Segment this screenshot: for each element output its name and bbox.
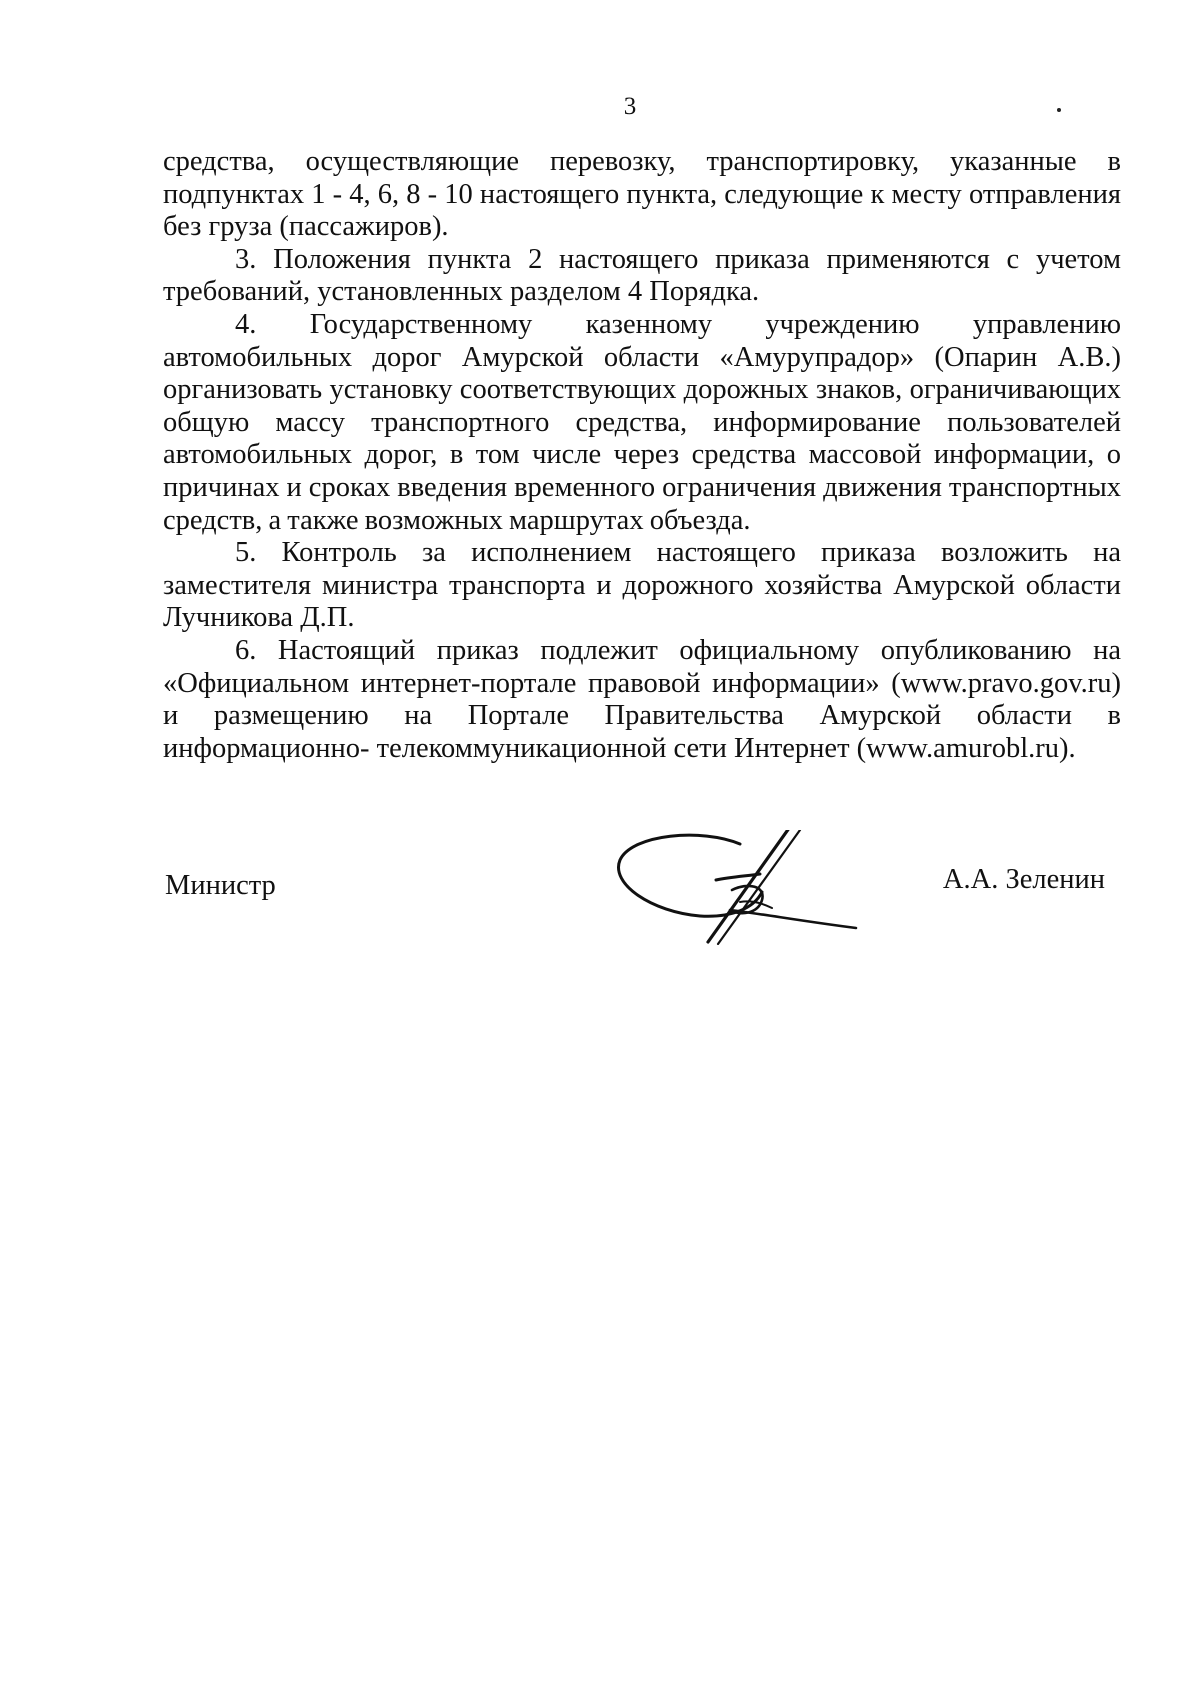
paragraph-6: 6. Настоящий приказ подлежит официальному опубликованию на «Официальном интернет-портале правовой информации» (www.pravo.gov.ru) и размещению на Портале Правительства Амурской области в информационно- телекоммуникационной сети Интернет (www.amurobl.ru). <box>163 634 1121 764</box>
page-number: 3 <box>623 93 637 120</box>
signer-name: А.А. Зеленин <box>942 864 1105 895</box>
paragraph-3: 3. Положения пункта 2 настоящего приказа применяются с учетом требований, установленных разделом 4 Порядка. <box>163 243 1121 308</box>
signer-position: Министр <box>165 870 276 901</box>
paragraph-5: 5. Контроль за исполнением настоящего приказа возложить на заместителя министра транспорта и дорожного хозяйства Амурской области Лучникова Д.П. <box>163 537 1121 634</box>
paragraph-4: 4. Государственному казенному учреждению управлению автомобильных дорог Амурской области «Амурупрадор» (Опарин А.В.) организовать установку соответствующих дорожных знаков, ограничивающих общую массу транспортного средства, информирование пользователей автомобильных дорог, в том числе через средства массовой информации, о причинах и сроках введения временного ограничения движения транспортных средств, а также возможных маршрутах объезда. <box>163 308 1121 536</box>
signature-block <box>0 830 1200 960</box>
paragraph-continuation: средства, осуществляющие перевозку, транспортировку, указанные в подпунктах 1 - 4, 6, 8 - 10 настоящего пункта, следующие к месту отправления без груза (пассажиров). <box>163 146 1121 243</box>
document-body <box>163 146 1121 765</box>
scan-speck <box>1057 108 1061 112</box>
handwritten-signature-icon <box>612 830 872 945</box>
